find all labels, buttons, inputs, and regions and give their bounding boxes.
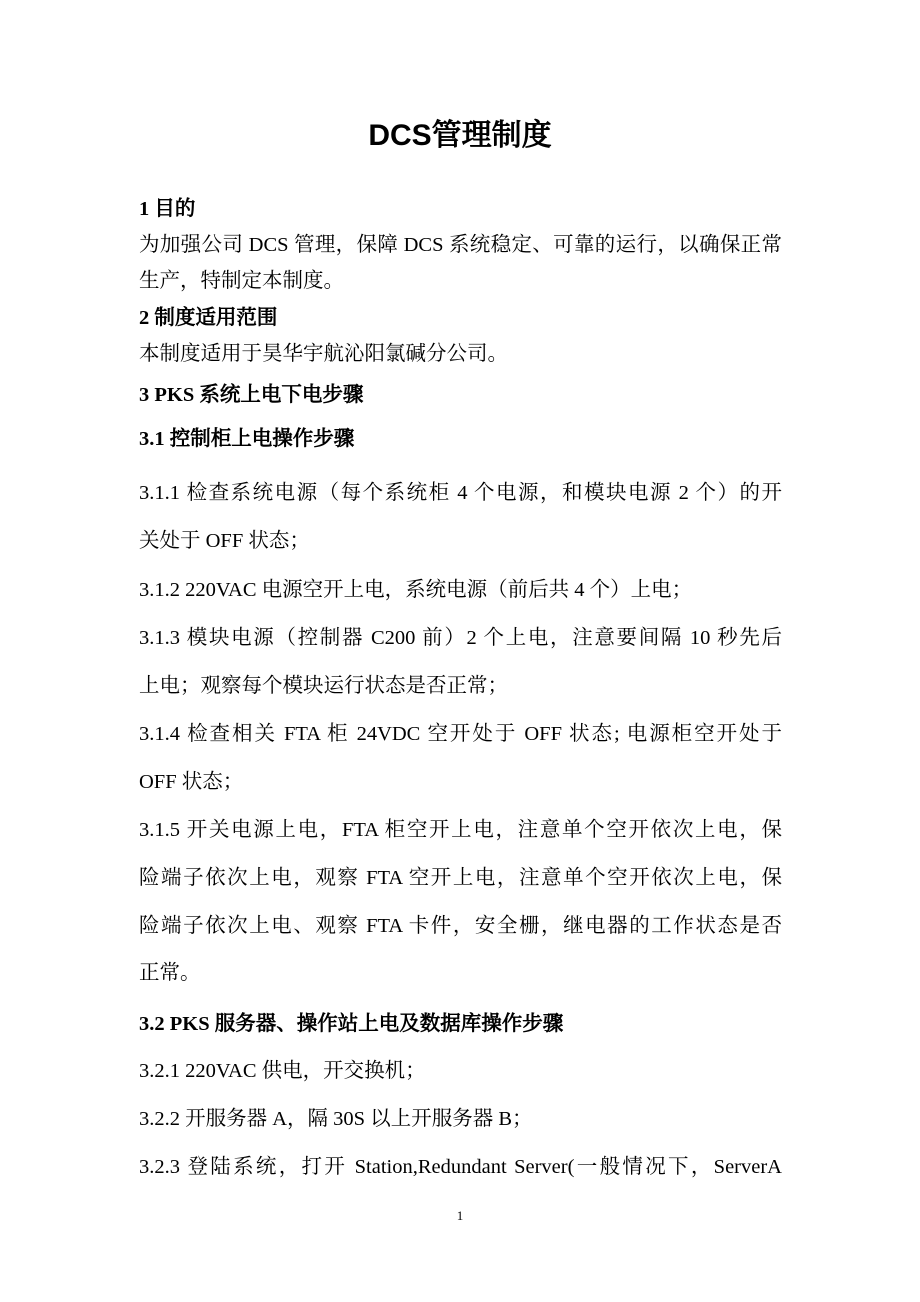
paragraph-line: 3.1.2 220VAC 电源空开上电，系统电源（前后共 4 个）上电；: [139, 579, 693, 601]
paragraph-line: 3.1.1 检查系统电源（每个系统柜 4 个电源，和模块电源 2 个）的开: [139, 482, 782, 504]
paragraph-line: 上电；观察每个模块运行状态是否正常；: [139, 675, 508, 697]
heading-purpose: 1 目的: [139, 198, 196, 220]
paragraph-line: 3.2.2 开服务器 A，隔 30S 以上开服务器 B；: [139, 1108, 533, 1130]
paragraph-line: 3.1.5 开关电源上电，FTA 柜空开上电，注意单个空开依次上电，保: [139, 819, 782, 841]
heading-scope: 2 制度适用范围: [139, 307, 278, 329]
paragraph-line: 生产，特制定本制度。: [139, 270, 344, 292]
page-number: 1: [456, 1208, 464, 1223]
heading-3-1: 3.1 控制柜上电操作步骤: [139, 428, 355, 450]
paragraph-line: 险端子依次上电、观察 FTA 卡件，安全栅，继电器的工作状态是否: [139, 915, 782, 937]
paragraph-line: 正常。: [139, 962, 201, 984]
paragraph-line: 为加强公司 DCS 管理，保障 DCS 系统稳定、可靠的运行，以确保正常: [139, 234, 782, 256]
paragraph-line: 3.1.4 检查相关 FTA 柜 24VDC 空开处于 OFF 状态; 电源柜空开处于: [139, 723, 782, 745]
heading-pks-power: 3 PKS 系统上电下电步骤: [139, 384, 364, 406]
paragraph-line: 3.2.3 登陆系统，打开 Station,Redundant Server(一般情况下，ServerA: [139, 1156, 782, 1178]
document-title: DCS管理制度: [368, 119, 552, 152]
paragraph-line: 险端子依次上电，观察 FTA 空开上电，注意单个空开依次上电，保: [139, 867, 782, 889]
heading-3-2: 3.2 PKS 服务器、操作站上电及数据库操作步骤: [139, 1013, 564, 1035]
paragraph-line: OFF 状态；: [139, 771, 244, 793]
paragraph-line: 3.2.1 220VAC 供电，开交换机；: [139, 1060, 426, 1082]
paragraph-line: 3.1.3 模块电源（控制器 C200 前）2 个上电，注意要间隔 10 秒先后: [139, 627, 782, 649]
paragraph-line: 本制度适用于昊华宇航沁阳氯碱分公司。: [139, 343, 508, 365]
paragraph-line: 关处于 OFF 状态；: [139, 530, 310, 552]
